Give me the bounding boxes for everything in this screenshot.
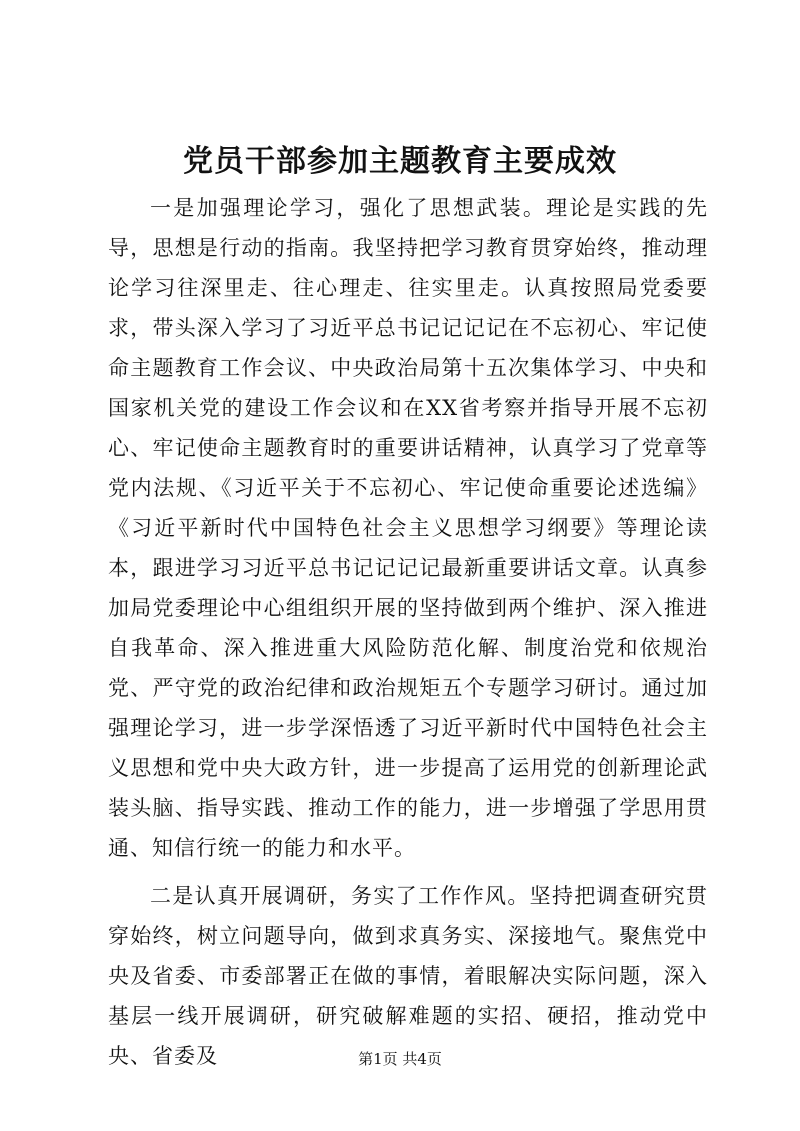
page-number-footer: 第1页 共4页: [358, 1050, 442, 1068]
document-body: [108, 188, 708, 1076]
document-title: 党员干部参加主题教育主要成效: [183, 144, 617, 179]
paragraph-1: 一是加强理论学习，强化了思想武装。理论是实践的先导，思想是行动的指南。我坚持把学习教育贯穿始终，推动理论学习往深里走、往心理走、往实里走。认真按照局党委要求，带头深入学习了习近平总书记记记记在不忘初心、牢记使命主题教育工作会议、中央政治局第十五次集体学习、中央和国家机关党的建设工作会议和在XX省考察并指导开展不忘初心、牢记使命主题教育时的重要讲话精神，认真学习了党章等党内法规、《习近平关于不忘初心、牢记使命重要论述选编》《习近平新时代中国特色社会主义思想学习纲要》等理论读本，跟进学习习近平总书记记记记最新重要讲话文章。认真参加局党委理论中心组组织开展的坚持做到两个维护、深入推进自我革命、深入推进重大风险防范化解、制度治党和依规治党、严守党的政治纪律和政治规矩五个专题学习研讨。通过加强理论学习，进一步学深悟透了习近平新时代中国特色社会主义思想和党中央大政方针，进一步提高了运用党的创新理论武装头脑、指导实践、推动工作的能力，进一步增强了学思用贯通、知信行统一的能力和水平。: [108, 196, 708, 860]
paragraph-2: 二是认真开展调研，务实了工作作风。坚持把调查研究贯穿始终，树立问题导向，做到求真务实、深接地气。聚焦党中央及省委、市委部署正在做的事情，着眼解决实际问题，深入基层一线开展调研，研究破解难题的实招、硬招，推动党中央、省委及: [108, 884, 708, 1068]
